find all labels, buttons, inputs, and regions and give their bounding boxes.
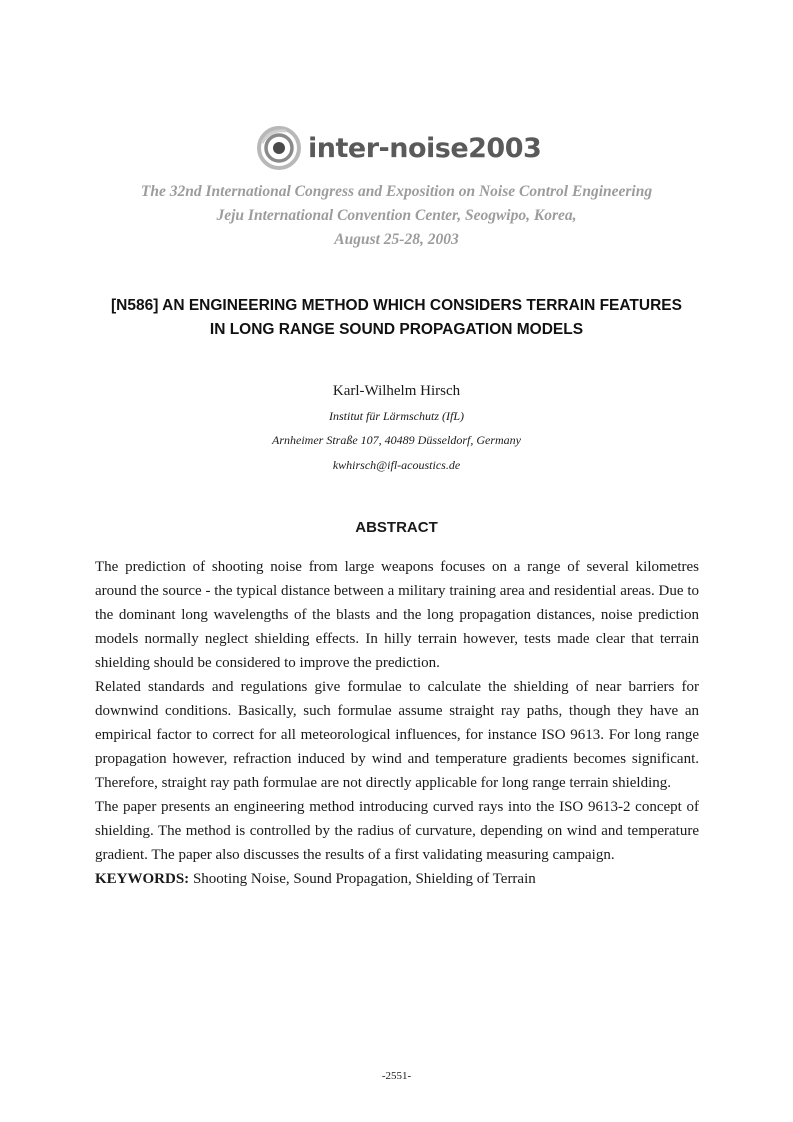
author-institute: Institut für Lärmschutz (IfL) xyxy=(328,409,464,423)
logo-text: inter-noise2003 xyxy=(308,132,542,164)
abstract-paragraph: The prediction of shooting noise from large weapons focuses on a range of several kilometres around the source - the typical distance between a military training area and residential areas. Due to the dominant long wavelengths of the blasts and the long propagation distances, noise prediction models normally neglect shielding effects. In hilly terrain however, tests made clear that terrain shielding should be considered to improve the prediction. xyxy=(95,559,699,671)
abstract-paragraph: Related standards and regulations give formulae to calculate the shielding of near barriers for downwind conditions. Basically, such formulae assume straight ray paths, though they have an empirical factor to correct for all meteorological influences, for instance ISO 9613. For long range propagation however, refraction induced by wind and temperature gradients becomes significant. Therefore, straight ray path formulae are not directly applicable for long range terrain shielding. xyxy=(95,679,699,791)
conference-dates: August 25-28, 2003 xyxy=(334,231,459,248)
abstract-heading: ABSTRACT xyxy=(355,519,438,536)
keywords-line xyxy=(95,867,699,891)
author-address: Arnheimer Straße 107, 40489 Düsseldorf, Germany xyxy=(272,433,521,447)
page-number: -2551- xyxy=(381,1070,412,1082)
conference-logo xyxy=(256,120,546,176)
conference-name: The 32nd International Congress and Exposition on Noise Control Engineering xyxy=(140,183,653,200)
author-name: Karl-Wilhelm Hirsch xyxy=(332,383,461,399)
abstract-body xyxy=(95,555,699,891)
author-email: kwhirsch@ifl-acoustics.de xyxy=(332,458,461,472)
swirl-icon xyxy=(256,125,302,171)
conference-venue: Jeju International Convention Center, Seogwipo, Korea, xyxy=(216,207,577,224)
keywords-list: Shooting Noise, Sound Propagation, Shielding of Terrain xyxy=(192,871,536,887)
abstract-paragraph: The paper presents an engineering method introducing curved rays into the ISO 9613-2 concept of shielding. The method is controlled by the radius of curvature, depending on wind and temperature gradient. The paper also discusses the results of a first validating measuring campaign. xyxy=(95,799,699,863)
keywords-label: KEYWORDS: xyxy=(95,871,190,887)
paper-title-line-2: IN LONG RANGE SOUND PROPAGATION MODELS xyxy=(209,321,584,338)
paper-title xyxy=(60,294,733,342)
paper-title-line-1: [N586] AN ENGINEERING METHOD WHICH CONSIDERS TERRAIN FEATURES xyxy=(111,297,682,314)
